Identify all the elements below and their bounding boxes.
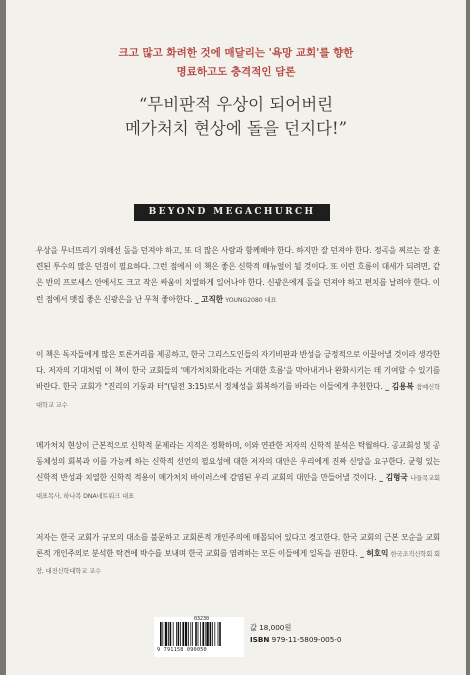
tagline-line: 명료하고도 충격적인 담론 xyxy=(176,66,296,78)
barcode-bar xyxy=(192,622,193,646)
review-affiliation: 한국조직신학회 회장, 대전신학대학교 교수 xyxy=(36,551,440,576)
isbn-barcode xyxy=(154,617,244,657)
barcode-addon: 03230 xyxy=(194,616,210,622)
isbn-label: ISBN xyxy=(250,635,270,644)
review-paragraph xyxy=(36,243,440,309)
barcode-bar xyxy=(202,622,204,646)
barcode-bar xyxy=(198,622,199,646)
review-affiliation: 참예신학대학교 교수 xyxy=(36,384,441,409)
tagline xyxy=(6,44,466,82)
barcode-bar xyxy=(165,622,167,646)
review-body: 이 책은 독자들에게 많은 토론거리를 제공하고, 한국 그리스도인들의 자기비판과 반성을 긍정적으로 이끌어낼 것이라 생각한다. 저자의 기대처럼 이 책이 한국 교회들의 '메가처치화化라는 거대한 흐름'을 막아내거나 완화시키는 데 기여할 수 있기를 바란다. 한국 교회가 "진리의 기둥과 터"(딤전 3:15)로서 정체성을 회복하기를 바라는 이들에게 추천한다. xyxy=(36,350,440,392)
barcode-bar xyxy=(180,622,181,646)
price-text: 값 18,000원 xyxy=(250,623,292,632)
review-body: 우상을 무너뜨리기 위해선 돌을 던져야 하고, 또 더 많은 사람과 함께해야 한다. 하지만 잘 던져야 한다. 정곡을 찌르는 잘 훈련된 투수의 많은 던짐이 필요하다. 그런 점에서 이 책은 좋은 신학적 매뉴얼이 될 것이다. 또 이런 흐름이 대세가 되려면, 같은 반의 프로세스 안에서도 크고 작은 싸움이 치열하게 일어나야 한다. 신광은에게 돌을 던져야 하고 편치를 날려야 한다. 이런 점에서 맷집 좋은 신광은을 난 무척 좋아한다. xyxy=(36,246,440,304)
barcode-bar xyxy=(190,622,191,646)
barcode-bar xyxy=(214,622,215,646)
review-author: _ 김용복 xyxy=(385,382,414,392)
barcode-bar xyxy=(178,622,180,646)
headline-line: 메가처치 현상에 돌을 던지다!” xyxy=(124,119,348,138)
headline-line: “무비판적 우상이 되어버린 xyxy=(138,95,334,114)
barcode-bar xyxy=(218,622,219,646)
price-block xyxy=(250,622,341,646)
tagline-line: 크고 많고 화려한 것에 매달리는 '욕망 교회'를 향한 xyxy=(118,47,354,59)
barcode-bar xyxy=(185,622,187,646)
title-banner: BEYOND MEGACHURCH xyxy=(134,204,330,221)
book-back-cover xyxy=(6,0,466,675)
barcode-bar xyxy=(188,622,189,646)
barcode-bars xyxy=(160,622,240,646)
review-paragraph xyxy=(36,438,440,505)
isbn-line xyxy=(250,634,341,646)
barcode-bar xyxy=(170,622,172,646)
barcode-number: 9 791158 090050 xyxy=(157,647,207,653)
barcode-bar xyxy=(173,622,174,646)
barcode-bar xyxy=(210,622,212,646)
headline-quote xyxy=(6,93,466,141)
review-affiliation: 나들목교회 대표목사, 하나복 DNA네트워크 대표 xyxy=(36,475,440,500)
barcode-bar xyxy=(182,622,184,646)
review-affiliation: YOUNG2080 대표 xyxy=(225,296,277,304)
barcode-bar xyxy=(195,622,197,646)
isbn-value: 979-11-5809-005-0 xyxy=(271,635,342,644)
review-paragraph xyxy=(36,347,440,414)
barcode-bar xyxy=(162,622,163,646)
barcode-bar xyxy=(206,622,208,646)
barcode-bar xyxy=(212,622,213,646)
barcode-bar xyxy=(219,622,221,646)
review-author: _ 허호익 xyxy=(360,549,389,559)
review-body: 메가처치 현상이 근본적으로 신학적 문제라는 지적은 정확하며, 이와 연관한 저자의 신학적 분석은 탁월하다. 공교회성 및 공동체성의 회복과 이를 가능케 하는 신학적 선언의 필요성에 대한 저자의 대안은 우리에게 진짜 신앙을 요구한다. 균형 있는 신학적 반성과 치열한 신학적 적용이 메가처치 바이러스에 감염된 우리 교회의 대안을 만들어낼 것이다. xyxy=(36,441,440,483)
barcode-bar xyxy=(176,622,177,646)
barcode-bar xyxy=(160,622,162,646)
barcode-bar xyxy=(205,622,206,646)
review-author: _ 김형국 xyxy=(379,473,408,483)
review-author: _ 고직한 xyxy=(194,294,223,304)
barcode-bar xyxy=(200,622,201,646)
review-body: 저자는 한국 교회가 규모의 대소를 불문하고 교회론적 개인주의에 매몰되어 있다고 경고한다. 한국 교회의 근본 모순을 교회론적 개인주의로 분석한 탁견에 박수를 보내며 한국 교회를 염려하는 모든 이들에게 일독을 권한다. xyxy=(36,533,440,559)
barcode-bar xyxy=(168,622,169,646)
review-paragraph xyxy=(36,530,440,581)
